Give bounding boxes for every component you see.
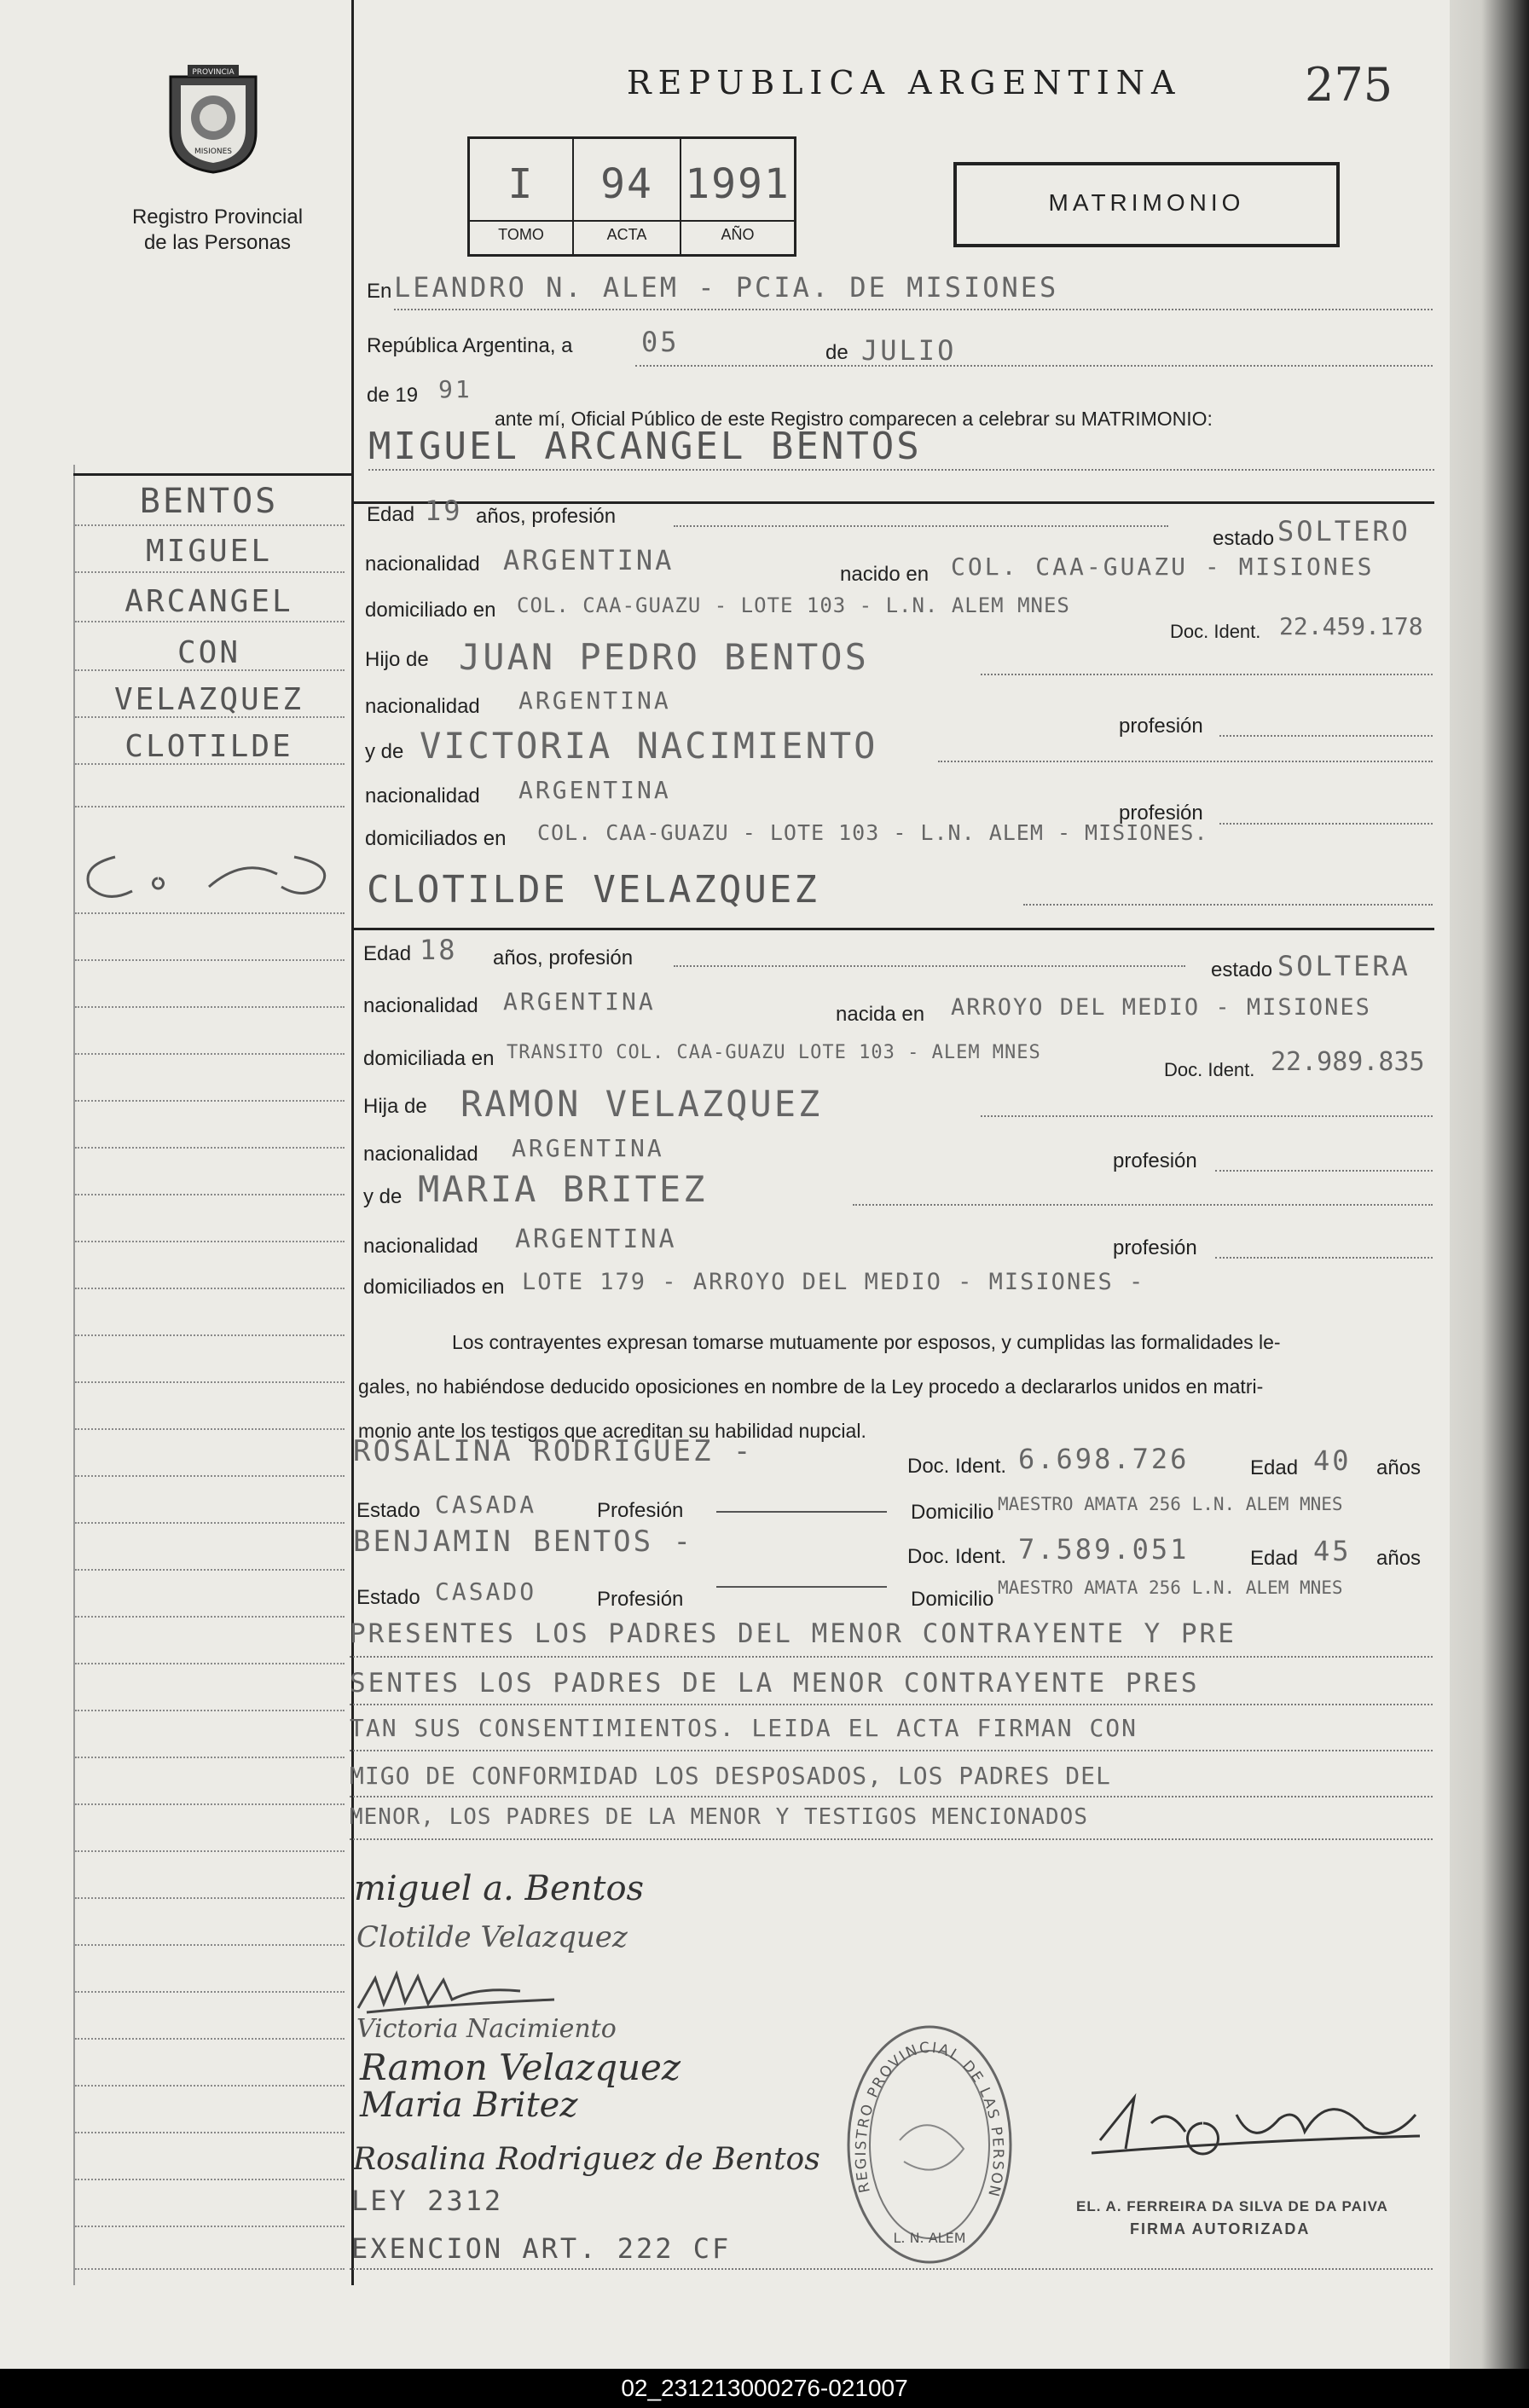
rule: [75, 1944, 345, 1946]
rule: [394, 309, 1433, 310]
signature-bride-father: Ramon Velazquez: [360, 2046, 681, 2088]
witness-estado: CASADA: [435, 1491, 537, 1519]
bride-doc: 22.989.835: [1271, 1047, 1425, 1077]
margin-line: CON: [177, 635, 241, 670]
office-name-line2: de las Personas: [143, 231, 292, 254]
rule: [75, 1428, 345, 1430]
office-name: [94, 205, 341, 256]
acta-value: 94: [600, 160, 653, 208]
rule: [368, 469, 1434, 471]
rule: [1215, 1170, 1433, 1172]
province-seal-icon: [162, 60, 264, 175]
rule: [75, 912, 345, 914]
record-box: [467, 136, 796, 257]
year-suffix: 91: [438, 375, 472, 403]
groom-hijo-label: Hijo de: [365, 648, 429, 671]
bride-father: RAMON VELAZQUEZ: [460, 1083, 823, 1125]
formula-line: gales, no habiéndose deducido oposiciones en nombre de la Ley procedo a declararlos unidos en matri-: [358, 1375, 1264, 1398]
witness-doc-label: Doc. Ident.: [907, 1455, 1007, 1478]
rule: [674, 965, 1185, 967]
rule: [75, 1569, 345, 1571]
signature-bride-mother: Maria Britez: [360, 2086, 578, 2125]
rule: [75, 2268, 345, 2270]
note-line: MIGO DE CONFORMIDAD LOS DESPOSADOS, LOS PADRES DEL: [350, 1762, 1111, 1790]
margin-line: ARCANGEL: [125, 584, 293, 619]
witness-edad-label: Edad: [1250, 1456, 1299, 1479]
rule: [75, 1006, 345, 1008]
groom-dom-label: domiciliado en: [365, 599, 496, 622]
rule: [75, 1194, 345, 1195]
law-line-2: EXENCION ART. 222 CF: [351, 2232, 732, 2265]
margin-line: VELAZQUEZ: [113, 682, 304, 717]
groom-father-nac: ARGENTINA: [518, 686, 671, 715]
rule: [75, 621, 345, 622]
tomo-label: TOMO: [470, 220, 572, 244]
rule: [716, 1511, 887, 1513]
intro-day: 05: [641, 326, 680, 358]
intro-month: JULIO: [861, 334, 957, 367]
formula-line: Los contrayentes expresan tomarse mutuamente por esposos, y cumplidas las formalidades le-: [452, 1331, 1281, 1353]
witness-domicilio-label: Domicilio: [911, 1588, 994, 1611]
rule: [75, 763, 345, 765]
rule: [350, 1838, 1433, 1840]
rule: [75, 1100, 345, 1102]
official-signature-icon: [1083, 2072, 1424, 2179]
witness-edad: 45: [1313, 1535, 1352, 1567]
witness-doc-label: Doc. Ident.: [907, 1545, 1007, 1568]
witness-domicilio: MAESTRO AMATA 256 L.N. ALEM MNES: [998, 1577, 1343, 1598]
bride-profesion-label: profesión: [1113, 1149, 1197, 1172]
de-label: de: [825, 341, 848, 364]
rule: [75, 1850, 345, 1852]
formula-paragraph: [358, 1320, 1433, 1453]
rule: [75, 959, 345, 961]
witness-name: ROSALINA RODRIGUEZ -: [353, 1434, 754, 1468]
groom-edad: 19: [425, 495, 463, 527]
groom-nacionalidad: ARGENTINA: [503, 544, 675, 576]
bride-y-de-label: y de: [363, 1185, 403, 1208]
note-line: MENOR, LOS PADRES DE LA MENOR Y TESTIGOS MENCIONADOS: [350, 1804, 1088, 1830]
rule: [350, 1704, 1433, 1705]
bride-nacionalidad: ARGENTINA: [503, 987, 656, 1016]
groom-name: MIGUEL ARCANGEL BENTOS: [368, 425, 922, 468]
bride-estado-label: estado: [1211, 958, 1273, 981]
intro-statement: ante mí, Oficial Público de este Registro comparecen a celebrar su MATRIMONIO:: [495, 408, 1213, 430]
bride-parents-dom: LOTE 179 - ARROYO DEL MEDIO - MISIONES -: [522, 1269, 1145, 1295]
bride-hija-label: Hija de: [363, 1095, 427, 1118]
bride-father-nac-label: nacionalidad: [363, 1143, 478, 1166]
groom-profesion-label: profesión: [1119, 715, 1203, 738]
rule: [75, 2132, 345, 2133]
groom-edad-label: Edad: [367, 503, 415, 526]
bride-mother-nac: ARGENTINA: [515, 1224, 677, 1254]
rule: [75, 1147, 345, 1149]
rule: [75, 806, 345, 807]
margin-line: CLOTILDE: [125, 729, 293, 764]
bride-nacida-label: nacida en: [836, 1003, 925, 1026]
groom-doc: 22.459.178: [1279, 612, 1423, 640]
rule: [853, 1204, 1433, 1206]
ano-value: 1991: [685, 160, 791, 208]
groom-nacido: COL. CAA-GUAZU - MISIONES: [951, 553, 1375, 581]
rule: [75, 1710, 345, 1711]
tomo-value: I: [507, 160, 535, 208]
rule: [635, 365, 1433, 367]
witness-anos-label: años: [1376, 1547, 1422, 1570]
groom-nacido-label: nacido en: [840, 563, 930, 586]
formula-line: monio ante los testigos que acreditan su habilidad nupcial.: [358, 1420, 866, 1442]
rule: [75, 1803, 345, 1805]
page-number: 275: [1305, 58, 1393, 112]
rule: [350, 1656, 1433, 1658]
groom-nac-label: nacionalidad: [365, 553, 480, 576]
rule: [981, 1115, 1433, 1117]
intro-place: LEANDRO N. ALEM - PCIA. DE MISIONES: [394, 271, 1059, 304]
bride-domicilio: TRANSITO COL. CAA-GUAZU LOTE 103 - ALEM MNES: [507, 1042, 1041, 1063]
witness-profesion-label: Profesión: [597, 1499, 684, 1522]
official-title: FIRMA AUTORIZADA: [1130, 2220, 1311, 2237]
witness-domicilio: MAESTRO AMATA 256 L.N. ALEM MNES: [998, 1494, 1343, 1514]
bride-edad-label: Edad: [363, 942, 412, 965]
rule: [1219, 823, 1433, 825]
note-line: TAN SUS CONSENTIMIENTOS. LEIDA EL ACTA FIRMAN CON: [350, 1714, 1138, 1742]
witness-doc: 6.698.726: [1018, 1443, 1190, 1475]
groom-doc-label: Doc. Ident.: [1170, 621, 1261, 642]
signature-groom-mother: Victoria Nacimiento: [356, 2014, 617, 2044]
rule: [75, 1616, 345, 1618]
bride-edad: 18: [420, 934, 458, 966]
bride-mother: MARIA BRITEZ: [418, 1168, 708, 1210]
bride-mother-nac-label: nacionalidad: [363, 1235, 478, 1258]
groom-estado-label: estado: [1213, 527, 1275, 550]
bride-dom-label: domiciliada en: [363, 1047, 495, 1070]
witness-edad: 40: [1313, 1444, 1352, 1477]
ano-label: AÑO: [681, 220, 794, 244]
bride-doc-label: Doc. Ident.: [1164, 1059, 1255, 1080]
witness-edad-label: Edad: [1250, 1547, 1299, 1570]
groom-father: JUAN PEDRO BENTOS: [459, 636, 869, 678]
record-type: MATRIMONIO: [1048, 189, 1245, 216]
rule: [350, 1750, 1433, 1751]
rule: [75, 1475, 345, 1477]
witness-estado: CASADO: [435, 1577, 537, 1606]
bride-father-nac: ARGENTINA: [512, 1134, 664, 1162]
bride-anos-profesion-label: años, profesión: [493, 946, 634, 970]
law-line-1: LEY 2312: [351, 2185, 504, 2217]
groom-profesion-label-2: profesión: [1119, 802, 1203, 825]
groom-parents-dom-label: domiciliados en: [365, 827, 507, 850]
rule: [674, 525, 1168, 527]
margin-line: BENTOS: [139, 482, 279, 521]
official-stamp-icon: [844, 2021, 1015, 2268]
svg-text:L. N. ALEM: L. N. ALEM: [893, 2230, 966, 2246]
rule: [75, 1241, 345, 1242]
left-edge-rule: [73, 465, 75, 2285]
bride-estado: SOLTERA: [1277, 950, 1410, 982]
rule: [75, 1334, 345, 1336]
rule: [75, 2179, 345, 2180]
witness-doc: 7.589.051: [1018, 1533, 1190, 1566]
section-rule: [351, 501, 1434, 504]
margin-rule: [351, 0, 354, 2285]
witness-anos-label: años: [1376, 1456, 1422, 1479]
signature-bride: Clotilde Velazquez: [356, 1920, 628, 1954]
rule: [75, 669, 345, 671]
rule: [75, 2085, 345, 2087]
official-name: EL. A. FERREIRA DA SILVA DE DA PAIVA: [1076, 2198, 1388, 2214]
margin-line: MIGUEL: [145, 534, 273, 569]
rule: [75, 1897, 345, 1899]
rule: [75, 524, 345, 526]
rule: [350, 1796, 1433, 1797]
rule: [75, 1991, 345, 1993]
year-prefix: de 19: [367, 384, 419, 407]
section-rule: [351, 928, 1434, 930]
signature-witness: Rosalina Rodriguez de Bentos: [353, 2142, 820, 2177]
rule: [75, 2226, 345, 2227]
file-id-caption: 02_231213000276-021007: [0, 2369, 1529, 2408]
bride-profesion-label-2: profesión: [1113, 1236, 1197, 1259]
rule: [75, 571, 345, 573]
groom-y-de-label: y de: [365, 740, 404, 763]
groom-anos-profesion-label: años, profesión: [476, 505, 617, 528]
groom-mother-nac: ARGENTINA: [518, 776, 671, 804]
rule: [75, 1663, 345, 1664]
rule: [1219, 735, 1433, 737]
rule: [716, 1586, 887, 1588]
groom-estado: SOLTERO: [1277, 515, 1410, 547]
witness-profesion-label: Profesión: [597, 1588, 684, 1611]
rule: [75, 1522, 345, 1524]
witness-estado-label: Estado: [356, 1499, 420, 1522]
country-title: REPUBLICA ARGENTINA: [627, 64, 1182, 101]
en-label: En: [367, 280, 392, 303]
witness-name: BENJAMIN BENTOS -: [353, 1525, 693, 1559]
signature-groom: miguel a. Bentos: [354, 1869, 645, 1908]
rule: [981, 674, 1433, 675]
office-name-line1: Registro Provincial: [131, 205, 304, 229]
witness-domicilio-label: Domicilio: [911, 1501, 994, 1524]
rule: [75, 2038, 345, 2040]
rule: [1215, 1257, 1433, 1259]
rule: [75, 1757, 345, 1758]
rule: [75, 1053, 345, 1055]
groom-domicilio: COL. CAA-GUAZU - LOTE 103 - L.N. ALEM MNES: [517, 593, 1070, 617]
svg-text:MISIONES: MISIONES: [194, 148, 233, 156]
rule: [75, 1381, 345, 1383]
bride-nac-label: nacionalidad: [363, 994, 478, 1017]
groom-father-nac-label: nacionalidad: [365, 695, 480, 718]
bride-parents-dom-label: domiciliados en: [363, 1276, 505, 1299]
witness-estado-label: Estado: [356, 1586, 420, 1609]
book-binding-edge: [1450, 0, 1529, 2369]
rule: [1023, 904, 1433, 906]
record-type-box: [953, 162, 1340, 247]
rule: [75, 716, 345, 718]
margin-initials: [81, 840, 337, 912]
bride-name: CLOTILDE VELAZQUEZ: [367, 868, 820, 912]
groom-mother-nac-label: nacionalidad: [365, 784, 480, 807]
groom-mother: VICTORIA NACIMIENTO: [420, 725, 878, 767]
svg-text:REGISTRO PROVINCIAL DE LAS PER: REGISTRO PROVINCIAL DE LAS PERSON: [852, 2039, 1007, 2200]
note-line: PRESENTES LOS PADRES DEL MENOR CONTRAYENTE Y PRE: [350, 1618, 1237, 1649]
rule: [75, 1288, 345, 1289]
rule: [350, 2268, 1433, 2270]
note-line: SENTES LOS PADRES DE LA MENOR CONTRAYENTE PRES: [350, 1668, 1200, 1699]
margin-top-rule: [73, 473, 351, 476]
groom-parents-dom: COL. CAA-GUAZU - LOTE 103 - L.N. ALEM - MISIONES.: [537, 820, 1208, 845]
rule: [938, 761, 1433, 762]
bride-nacida: ARROYO DEL MEDIO - MISIONES: [951, 994, 1371, 1021]
svg-text:PROVINCIA: PROVINCIA: [192, 68, 235, 77]
republica-label: República Argentina, a: [367, 334, 573, 357]
acta-label: ACTA: [574, 220, 680, 244]
